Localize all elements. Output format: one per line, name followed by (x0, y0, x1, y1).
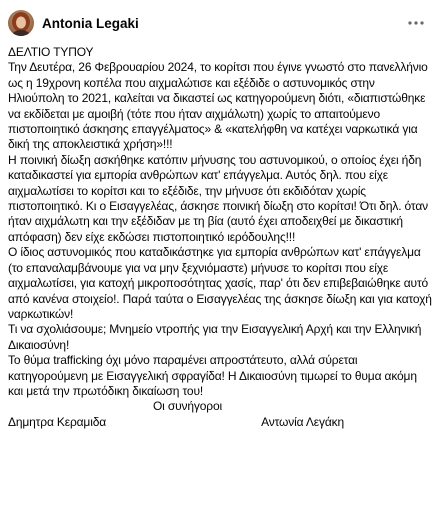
signature-heading: Οι συνήγοροι (153, 399, 223, 414)
post-header (0, 0, 440, 40)
post-author-name[interactable]: Antonia Legaki (42, 15, 139, 31)
post-paragraph: Την Δευτέρα, 26 Φεβρουαρίου 2024, το κορίτσι που έγινε γνωστό στο πανελλήνιο ως η 19χρονη κοπέλα που αιχμαλώτισε και εξέδιδε ο αστυνομικός στην Ηλιούπολη το 2021, καλείται να δικαστεί ως κατηγορούμενη διότι, «διαπιστώθηκε να εκδίδεται με αμοιβή (τότε που ήταν αιχμάλωτη) χωρίς το απαιτούμενο πιστοποιητικό άσκησης επαγγέλματος» & «κατελήφθη να κατέχει ναρκωτικά για δική της αποκλειστικά χρήση»!!! (8, 60, 428, 152)
avatar[interactable] (8, 10, 34, 36)
more-options-icon[interactable] (402, 12, 430, 34)
post-body (0, 40, 440, 430)
lawyer-name: Αντωνία Λεγάκη (261, 414, 344, 429)
post-paragraph: Τι να σχολιάσουμε; Μνημείο ντροπής για την Εισαγγελική Αρχή και την Ελληνική Δικαιοσύνη! (8, 322, 422, 352)
post-paragraph: Το θύμα trafficking όχι μόνο παραμένει απροστάτευτο, αλλά σύρεται κατηγορούμενη με Εισαγγελική σφραγίδα! Η Δικαιοσύνη τιμωρεί το θυμα ακόμη και μετά την πρωτόδικη δικαίωση του! (8, 353, 417, 398)
lawyer-name: Δημητρα Κεραμιδα (8, 414, 107, 429)
press-release-heading: ΔΕΛΤΙΟ ΤΥΠΟΥ (8, 45, 94, 59)
signature-names (8, 415, 344, 430)
profile-photo-icon (8, 10, 34, 36)
post-paragraph: Ο ίδιος αστυνομικός που καταδικάστηκε για εμπορία ανθρώπων κατ' επάγγελμα (το επαναλαμβάνουμε για να μην ξεχνιόμαστε) μήνυσε το κορίτσι που είχε αιχμαλωτίσει, για κατοχή μικροποσότητας χασίς, παρ' ότι δεν επιβεβαιώθηκε αυτό από κανένα στοιχείο!. Παρά ταύτα ο Εισαγγελέας της άσκησε δίωξη και για κατοχή ναρκωτικών! (8, 245, 432, 321)
signature-block (8, 399, 432, 430)
post-paragraph: Η ποινική δίωξη ασκήθηκε κατόπιν μήνυσης του αστυνομικού, ο οποίος έχει ήδη καταδικαστεί για εμπορία ανθρώπων κατ' επάγγελμα. Αυτός δηλ. που είχε αιχμαλωτίσει το κορίτσι και το εξέδιδε, την μήνυσε ότι εκδιδόταν χωρίς πιστοποιητικό. Κι ο Εισαγγελέας, άσκησε ποινική δίωξη στο κορίτσι! Ότι δηλ. όταν ήταν αιχμάλωτη και την εξέδιδαν με τη βία (αυτό έχει αποδειχθεί με δικαστική απόφαση) δεν είχε εκδώσει πιστοποιητικό ιερόδουλης!!! (8, 152, 428, 244)
